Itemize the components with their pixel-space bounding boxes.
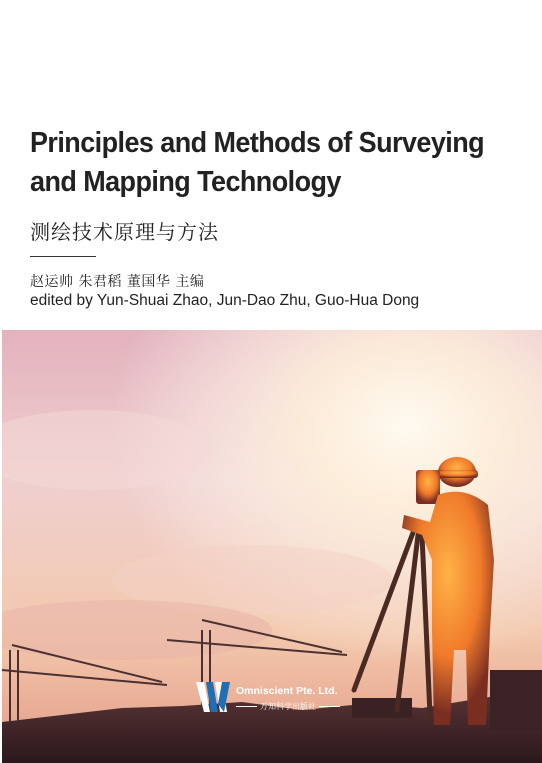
publisher-rule-right [319, 706, 340, 707]
w-logo-icon [196, 682, 232, 712]
book-title-chinese: 测绘技术原理与方法 [30, 220, 219, 244]
publisher-chinese-row [236, 700, 340, 712]
title-divider [30, 256, 96, 257]
publisher-name: Omniscient Pte. Ltd. [236, 685, 338, 697]
editors-chinese: 赵运帅 朱君稻 董国华 主编 [30, 274, 205, 290]
book-title: Principles and Methods of Surveying and Mapping Technology [30, 127, 485, 198]
publisher-mark [196, 680, 346, 714]
editors-english: edited by Yun-Shuai Zhao, Jun-Dao Zhu, Guo-Hua Dong [30, 292, 420, 309]
publisher-name-chinese: 万知科学出版社 [260, 701, 316, 711]
publisher-rule-left [236, 706, 257, 707]
